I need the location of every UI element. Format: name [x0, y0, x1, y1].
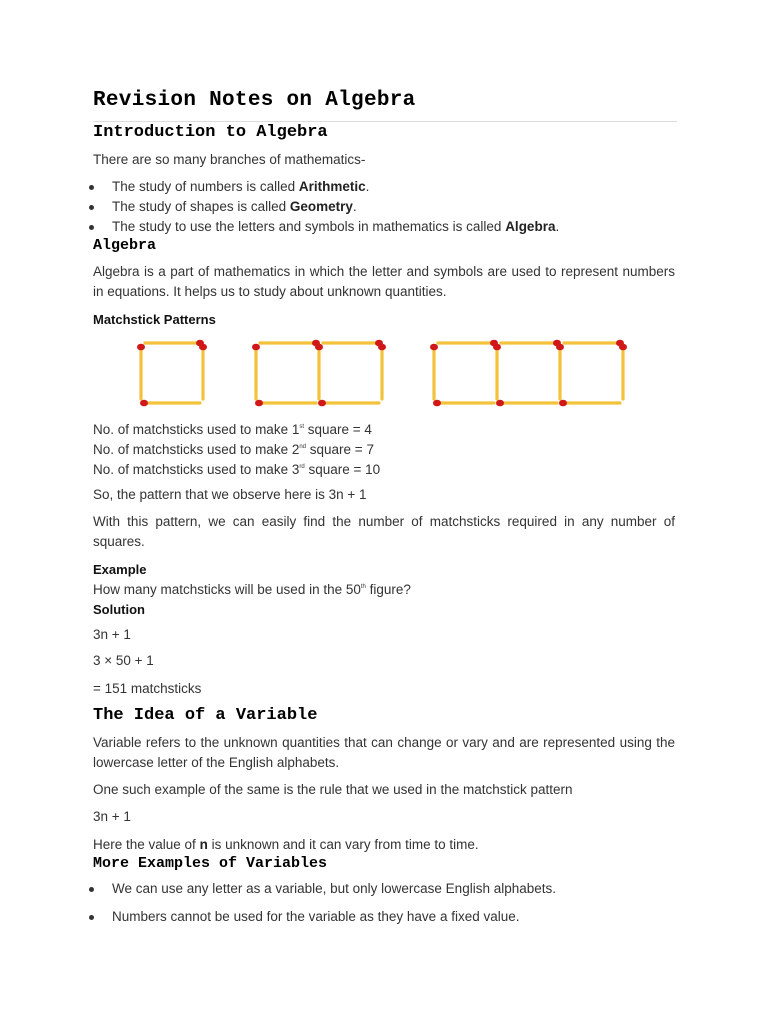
example-label: Example	[93, 562, 147, 577]
matchstick	[260, 340, 320, 347]
matchstick-head	[318, 400, 326, 407]
solution-step-1: 3n + 1	[93, 627, 131, 642]
count-line-3: No. of matchsticks used to make 3rd square = 10	[93, 462, 381, 477]
matchstick	[438, 340, 498, 347]
count-line-1: No. of matchsticks used to make 1st square = 4	[93, 422, 372, 437]
matchstick-head	[137, 344, 145, 351]
matchstick-head	[619, 344, 627, 351]
matchstick	[433, 400, 494, 407]
matchstick-heading: Matchstick Patterns	[93, 312, 216, 327]
matchstick	[252, 344, 260, 399]
pattern-text: So, the pattern that we observe here is 3n + 1	[93, 487, 367, 502]
variable-example-line: One such example of the same is the rule that we used in the matchstick pattern	[93, 782, 573, 797]
intro-heading: Introduction to Algebra	[93, 123, 328, 142]
variable-formula: 3n + 1	[93, 809, 131, 824]
matchstick	[493, 344, 501, 399]
variable-heading: The Idea of a Variable	[93, 706, 318, 725]
intro-bullet-2: The study of shapes is called Geometry.	[112, 199, 357, 214]
algebra-heading: Algebra	[93, 237, 157, 254]
variable-unknown: Here the value of n is unknown and it can vary from time to time.	[93, 837, 479, 852]
matchstick-head	[140, 400, 148, 407]
matchstick-head	[252, 344, 260, 351]
matchstick-head	[199, 344, 207, 351]
matchstick	[559, 400, 620, 407]
solution-step-3: = 151 matchsticks	[93, 681, 202, 696]
matchstick	[378, 344, 386, 399]
matchstick	[140, 400, 200, 407]
intro-bullet-1: The study of numbers is called Arithmetic.	[112, 179, 370, 194]
matchstick	[315, 344, 323, 399]
matchstick-head	[556, 344, 564, 351]
intro-bullet-3: The study to use the letters and symbols in mathematics is called Algebra.	[112, 219, 560, 234]
matchstick	[430, 344, 438, 399]
matchstick-head	[315, 344, 323, 351]
intro-lead: There are so many branches of mathematics-	[93, 152, 366, 167]
more-bullet-1: We can use any letter as a variable, but only lowercase English alphabets.	[112, 881, 557, 896]
matchstick	[323, 340, 383, 347]
matchstick-head	[496, 400, 504, 407]
more-bullet-2: Numbers cannot be used for the variable as they have a fixed value.	[112, 909, 520, 924]
matchstick	[501, 340, 561, 347]
bullet-dot	[89, 225, 94, 230]
algebra-body: Algebra is a part of mathematics in which the letter and symbols are used to represent numbers in equations. It helps us to study about unknown quantities.	[93, 264, 675, 299]
matchstick	[496, 400, 557, 407]
solution-step-2: 3 × 50 + 1	[93, 653, 154, 668]
matchstick	[137, 344, 145, 399]
example-question: How many matchsticks will be used in the 50th figure?	[93, 582, 411, 597]
matchstick	[145, 340, 204, 347]
bullet-dot	[89, 185, 94, 190]
variable-body: Variable refers to the unknown quantities that can change or vary and are represented using the lowercase letter of the English alphabets.	[93, 735, 675, 770]
matchstick-figure-1	[131, 333, 221, 413]
solution-label: Solution	[93, 602, 145, 617]
bullet-dot	[89, 205, 94, 210]
more-examples-heading: More Examples of Variables	[93, 855, 328, 872]
matchstick	[255, 400, 316, 407]
matchstick	[199, 344, 207, 399]
matchstick	[564, 340, 624, 347]
bullet-dot	[89, 887, 94, 892]
page-title: Revision Notes on Algebra	[93, 89, 416, 112]
matchstick-head	[559, 400, 567, 407]
matchstick-head	[255, 400, 263, 407]
bullet-dot	[89, 915, 94, 920]
matchstick	[619, 344, 627, 399]
matchstick-figure-3	[424, 333, 639, 413]
matchstick-head	[433, 400, 441, 407]
matchstick-head	[430, 344, 438, 351]
matchstick-head	[378, 344, 386, 351]
title-divider	[93, 121, 677, 122]
matchstick	[318, 400, 379, 407]
matchstick-head	[493, 344, 501, 351]
count-line-2: No. of matchsticks used to make 2nd square = 7	[93, 442, 374, 457]
matchstick-figure-2	[246, 333, 396, 413]
matchstick	[556, 344, 564, 399]
pattern-note: With this pattern, we can easily find the number of matchsticks required in any number of squares.	[93, 514, 675, 549]
